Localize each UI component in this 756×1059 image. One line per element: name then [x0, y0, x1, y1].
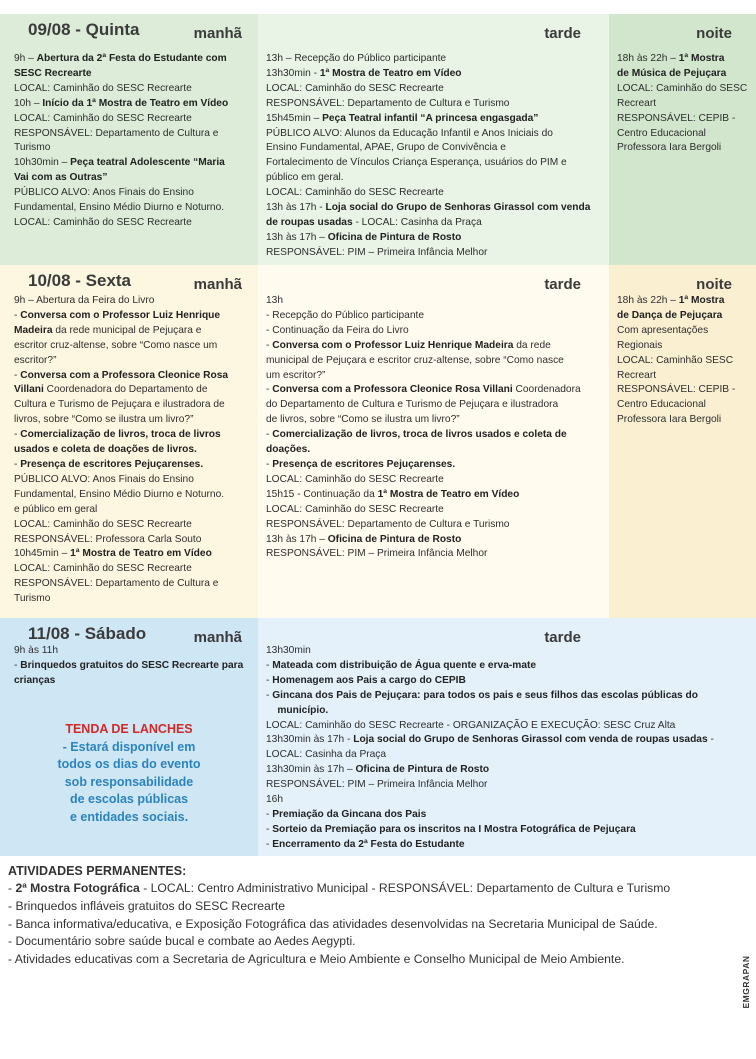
bold-text: Peça Teatral infantil “A princesa engasgada” [322, 112, 539, 124]
bold-text: Villani [14, 384, 44, 396]
schedule-line [266, 127, 603, 142]
period-label-afternoon: tarde [544, 629, 581, 646]
text: da rede [513, 339, 551, 351]
bold-text: de roupas usadas [266, 216, 353, 228]
text: - [266, 458, 273, 470]
permanent-activity-item [8, 880, 748, 898]
permanent-activities-list [8, 880, 748, 969]
schedule-line [617, 324, 752, 339]
schedule-line [14, 52, 252, 67]
schedule-line [266, 689, 750, 704]
text: do Departamento de Cultura e Turismo de Pejuçara e ilustradora [266, 399, 559, 411]
text: LOCAL: Caminhão do SESC Recrearte [14, 518, 192, 530]
schedule-line [14, 577, 252, 592]
snack-tent-line: e entidades sociais. [69, 809, 189, 824]
text: RESPONSÁVEL: CEPIB - [617, 384, 736, 396]
text: livros, sobre “Como se ilustra um livro?” [14, 414, 194, 426]
morning-cell [0, 265, 258, 618]
text: 13h30min [266, 645, 311, 656]
text: 18h às 22h – [617, 295, 679, 306]
schedule-line [266, 838, 750, 853]
bold-text: Oficina de Pintura de Rosto [327, 231, 462, 243]
bold-text: Peça teatral Adolescente “Maria [70, 157, 225, 169]
text: 16h [266, 794, 283, 806]
bold-text: Conversa com o Professor Luiz Henrique Madeira [272, 339, 514, 351]
schedule-line [14, 533, 252, 548]
text: Fortalecimento de Vínculos Criança Esperança, usuários do PIM e [266, 157, 567, 169]
schedule-line [266, 547, 603, 562]
permanent-activity-item [8, 916, 748, 934]
schedule-line [14, 398, 252, 413]
schedule-line [266, 659, 750, 674]
period-label-night: noite [696, 25, 732, 42]
schedule-line [14, 141, 252, 156]
text: Cultura e Turismo de Pejuçara e ilustradora de [14, 399, 225, 411]
schedule-line [266, 518, 603, 533]
schedule-line [617, 97, 752, 112]
text: LOCAL: Caminhão do SESC Recrearte [14, 112, 192, 124]
schedule-line [14, 458, 252, 473]
text: LOCAL: Caminhão do SESC Recrearte [14, 563, 192, 575]
schedule-line [14, 443, 252, 458]
text: - [266, 808, 273, 820]
schedule-line [14, 503, 252, 518]
schedule-line [14, 97, 252, 112]
text: - LOCAL: Casinha da Praça [352, 216, 482, 228]
schedule-line [14, 674, 252, 689]
text: LOCAL: Caminhão SESC [617, 354, 734, 366]
schedule-line [14, 201, 252, 216]
printer-credit [739, 942, 753, 1022]
night-cell [609, 14, 756, 265]
period-label-afternoon: tarde [544, 25, 581, 42]
text: Professora Iara Bergoli [617, 142, 722, 154]
text: Recreart [617, 97, 657, 109]
text: 13h30min - [266, 67, 320, 79]
schedule-line [14, 339, 252, 354]
snack-tent-notice [0, 721, 258, 826]
permanent-activities [8, 862, 748, 969]
schedule-line [14, 82, 252, 97]
text: RESPONSÁVEL: PIM – Primeira Infância Melhor [266, 246, 488, 258]
snack-tent-line: de escolas públicas [69, 792, 189, 806]
text: 15h15 - Continuação da [266, 488, 378, 500]
schedule-line [14, 473, 252, 488]
schedule-line [266, 413, 603, 428]
schedule-line [14, 562, 252, 577]
text: um escritor?” [266, 369, 326, 381]
morning-schedule [14, 52, 252, 231]
permanent-activity-item [8, 951, 748, 969]
bold-text: 1ª Mostra [678, 295, 725, 306]
afternoon-cell [258, 14, 609, 265]
bold-text: Abertura da 2ª Festa do Estudante com [36, 53, 227, 64]
bold-text: Loja social do Grupo de Senhoras Girassol com venda [325, 202, 591, 214]
schedule-line [266, 201, 603, 216]
bold-text: de Música de Pejuçara [617, 67, 727, 79]
text: Coordenadora [512, 384, 581, 396]
schedule-line [617, 127, 752, 142]
schedule-line [14, 592, 252, 607]
text: LOCAL: Caminhão do SESC Recrearte [14, 216, 192, 228]
bold-text: Encerramento da 2ª Festa do Estudante [272, 838, 465, 850]
text: municipal de Pejuçara e escritor cruz-altense, sobre “Como nasce [266, 354, 564, 366]
schedule-line [266, 473, 603, 488]
schedule-line [14, 659, 252, 674]
schedule-line [266, 823, 750, 838]
schedule-line [266, 503, 603, 518]
schedule-line [266, 156, 603, 171]
schedule-line [14, 324, 252, 339]
text: - [14, 458, 21, 470]
text: Fundamental, Ensino Médio Diurno e Noturno. [14, 488, 225, 500]
bold-text: Presença de escritores Pejuçarenses. [272, 458, 456, 470]
schedule-line [617, 354, 752, 369]
text: 13h30min às 17h - [266, 734, 354, 746]
bold-text: 1ª Mostra de Teatro em Vídeo [70, 548, 212, 560]
day-block-sexta [0, 265, 756, 618]
bold-text: Conversa com a Professora Cleonice Rosa Villani [272, 384, 513, 396]
text: PÚBLICO ALVO: Alunos da Educação Infantil e Anos Iniciais do [266, 127, 553, 139]
bold-text: Vai com as Outras” [14, 172, 108, 184]
bold-text: 1ª Mostra de Teatro em Vídeo [319, 67, 462, 79]
schedule-line [266, 52, 603, 67]
text: 13h30min às 17h – [266, 764, 356, 776]
morning-cell [0, 14, 258, 265]
snack-tent-title: TENDA DE LANCHES [65, 722, 193, 736]
bold-text: usados e coleta de doações de livros. [14, 444, 197, 456]
schedule-line [266, 186, 603, 201]
bold-text: Premiação da Gincana dos Pais [272, 808, 427, 820]
text: LOCAL: Caminhão do SESC [617, 82, 748, 94]
text: Centro Educacional [617, 127, 706, 139]
text: 18h às 22h – [617, 53, 679, 64]
schedule-line [266, 383, 603, 398]
text: 9h – Abertura da Feira do Livro [14, 295, 155, 306]
schedule-line [14, 428, 252, 443]
schedule-line [14, 518, 252, 533]
bold-text: Gincana dos Pais de Pejuçara: para todos os pais e seus filhos das escolas públicas do [272, 689, 698, 701]
schedule-line [617, 398, 752, 413]
text: - [266, 384, 273, 396]
schedule-line [617, 309, 752, 324]
schedule-line [14, 369, 252, 384]
text: - Banca informativa/educativa, e Exposição Fotográfica das atividades desenvolvidas na Secretaria Municipal de Saúde. [8, 916, 658, 931]
schedule-line [266, 733, 750, 748]
bold-text: Madeira [14, 324, 53, 336]
text: LOCAL: Caminhão do SESC Recrearte [266, 82, 444, 94]
day-title: 11/08 - Sábado [28, 624, 147, 643]
schedule-line [14, 354, 252, 369]
schedule-line [14, 309, 252, 324]
snack-tent-lines [0, 739, 258, 827]
printer-credit-text: EMGRAPAN [741, 955, 751, 1009]
night-schedule [617, 52, 752, 156]
afternoon-cell [258, 265, 609, 618]
schedule-line [266, 428, 603, 443]
text: da rede municipal de Pejuçara e [52, 324, 202, 336]
permanent-activity-item [8, 933, 748, 951]
schedule-line [617, 339, 752, 354]
bold-text: Homenagem aos Pais a cargo do CEPIB [272, 674, 466, 686]
day-title: 09/08 - Quinta [28, 20, 140, 39]
afternoon-schedule [266, 644, 750, 853]
text: Professora Iara Bergoli [617, 414, 722, 426]
schedule-line [617, 67, 752, 82]
schedule-line [266, 398, 603, 413]
schedule-line [14, 383, 252, 398]
schedule-line [14, 547, 252, 562]
schedule-line [266, 82, 603, 97]
snack-tent-line: sob responsabilidade [64, 774, 194, 789]
text: 9h – [14, 53, 37, 64]
text: Ensino Fundamental, APAE, Grupo de Convivência e [266, 142, 506, 154]
schedule-line [617, 141, 752, 156]
text: Com apresentações [617, 324, 709, 336]
text: 9h às 11h [14, 645, 58, 656]
schedule-line [14, 488, 252, 503]
schedule-line [14, 216, 252, 231]
schedule-line [266, 763, 750, 778]
text: 13h às 17h – [266, 231, 328, 243]
text: 13h [266, 295, 283, 306]
schedule-line [617, 52, 752, 67]
text: - [266, 339, 273, 351]
text: 10h30min – [14, 157, 71, 169]
bold-text: Oficina de Pintura de Rosto [355, 764, 490, 776]
schedule-line [14, 67, 252, 82]
bold-text: Brinquedos gratuitos do SESC Recrearte para [20, 659, 244, 671]
text: - Brinquedos infláveis gratuitos do SESC Recrearte [8, 898, 286, 913]
schedule-line [266, 808, 750, 823]
text: Centro Educacional [617, 399, 706, 411]
text: de livros, sobre “Como se ilustra um livro?” [266, 414, 460, 426]
bold-text: doações. [266, 444, 311, 456]
text: escritor?” [14, 354, 57, 366]
day-title: 10/08 - Sexta [28, 271, 132, 290]
text: 13h às 17h - [266, 202, 326, 214]
text: escritor cruz-altense, sobre “Como nasce um [14, 339, 218, 351]
schedule-line [266, 704, 750, 719]
schedule-line [617, 112, 752, 127]
text: Recreart [617, 369, 657, 381]
schedule-line [266, 112, 603, 127]
text: LOCAL: Caminhão do SESC Recrearte [266, 473, 444, 485]
period-label-night: noite [696, 276, 732, 293]
period-label-morning: manhã [193, 276, 242, 293]
schedule-line [14, 112, 252, 127]
schedule-line [266, 309, 603, 324]
bold-text: 1ª Mostra [678, 53, 725, 64]
schedule-line [617, 383, 752, 398]
text: - [266, 659, 273, 671]
morning-schedule [14, 294, 252, 607]
text: 13h – Recepção do Público participante [266, 53, 447, 64]
text: LOCAL: Caminhão do SESC Recrearte - ORGANIZAÇÃO E EXECUÇÃO: SESC Cruz Alta [266, 719, 676, 731]
text: 13h às 17h – [266, 533, 328, 545]
bold-text: 2ª Mostra Fotográfica [15, 881, 140, 895]
text: - [266, 674, 273, 686]
text: - Recepção do Público participante [266, 309, 425, 321]
text: 15h45min – [266, 112, 323, 124]
day-block-sabado [0, 618, 756, 856]
schedule-line [266, 324, 603, 339]
schedule-line [266, 354, 603, 369]
schedule-line [266, 339, 603, 354]
text: - [707, 734, 714, 746]
bold-text: Presença de escritores Pejuçarenses. [20, 458, 204, 470]
text: - [266, 689, 273, 701]
schedule-line [14, 156, 252, 171]
text: - [14, 659, 21, 671]
schedule-line [266, 67, 603, 82]
period-label-morning: manhã [193, 25, 242, 42]
text: - [14, 429, 21, 441]
text: RESPONSÁVEL: PIM – Primeira Infância Melhor [266, 548, 488, 560]
bold-text: Conversa com a Professora Cleonice Rosa [20, 369, 229, 381]
period-label-morning: manhã [193, 629, 242, 646]
permanent-activity-item [8, 898, 748, 916]
text: - [266, 823, 273, 835]
text: - [266, 429, 273, 441]
schedule-line [266, 216, 603, 231]
snack-tent-line: - Estará disponível em [62, 739, 196, 754]
text: PÚBLICO ALVO: Anos Finais do Ensino [14, 473, 194, 485]
schedule-line [266, 141, 603, 156]
text: - LOCAL: Centro Administrativo Municipal - RESPONSÁVEL: Departamento de Cultura e Turismo [139, 881, 671, 895]
text: RESPONSÁVEL: CEPIB - [617, 112, 736, 124]
schedule-line [617, 82, 752, 97]
text: LOCAL: Casinha da Praça [266, 749, 387, 761]
permanent-activities-title: ATIVIDADES PERMANENTES: [8, 864, 187, 878]
afternoon-cell [258, 618, 756, 856]
schedule-line [266, 171, 603, 186]
schedule-line [14, 127, 252, 142]
bold-text: município. [266, 704, 329, 716]
text: RESPONSÁVEL: Departamento de Cultura e [14, 578, 219, 590]
text: - Continuação da Feira do Livro [266, 324, 409, 336]
night-schedule [617, 294, 752, 428]
schedule-line [617, 369, 752, 384]
schedule-line [266, 369, 603, 384]
bold-text: Comercialização de livros, troca de livros [20, 429, 221, 441]
text: público em geral. [266, 172, 344, 184]
bold-text: Loja social do Grupo de Senhoras Girassol com venda de roupas usadas [353, 734, 708, 746]
afternoon-schedule [266, 52, 603, 261]
afternoon-schedule [266, 294, 603, 562]
schedule-line [266, 443, 603, 458]
schedule-line [266, 778, 750, 793]
bold-text: Comercialização de livros, troca de livros usados e coleta de [272, 429, 567, 441]
text: RESPONSÁVEL: Departamento de Cultura e Turismo [266, 518, 510, 530]
schedule-line [266, 488, 603, 503]
schedule-line [266, 793, 750, 808]
bold-text: Sorteio da Premiação para os inscritos na I Mostra Fotográfica de Pejuçara [272, 823, 636, 835]
schedule-line [266, 231, 603, 246]
text: 10h45min – [14, 548, 71, 560]
bold-text: Início da 1ª Mostra de Teatro em Vídeo [42, 97, 229, 109]
schedule-line [14, 413, 252, 428]
snack-tent-line: todos os dias do evento [57, 757, 201, 771]
text: - [14, 309, 21, 321]
night-cell [609, 265, 756, 618]
schedule-line [266, 719, 750, 734]
schedule-line [14, 186, 252, 201]
period-label-afternoon: tarde [544, 276, 581, 293]
text: Turismo [14, 593, 51, 605]
text: - Documentário sobre saúde bucal e combate ao Aedes Aegypti. [8, 934, 356, 949]
text: RESPONSÁVEL: Departamento de Cultura e [14, 127, 219, 139]
morning-cell [0, 618, 258, 856]
text: Regionais [617, 339, 663, 351]
text: - [266, 838, 273, 850]
bold-text: 1ª Mostra de Teatro em Vídeo [377, 488, 520, 500]
schedule-line [14, 171, 252, 186]
text: - [14, 369, 21, 381]
text: - [8, 881, 16, 895]
text: PÚBLICO ALVO: Anos Finais do Ensino [14, 187, 194, 199]
text: RESPONSÁVEL: Professora Carla Souto [14, 533, 202, 545]
schedule-line [266, 246, 603, 261]
text: Coordenadora do Departamento de [43, 384, 208, 396]
text: e público em geral [14, 503, 98, 515]
bold-text: Conversa com o Professor Luiz Henrique [20, 309, 221, 321]
bold-text: crianças [14, 674, 56, 686]
bold-text: Oficina de Pintura de Rosto [327, 533, 462, 545]
schedule-line [266, 458, 603, 473]
text: Turismo [14, 142, 51, 154]
text: LOCAL: Caminhão do SESC Recrearte [266, 187, 444, 199]
schedule-line [266, 748, 750, 763]
text: LOCAL: Caminhão do SESC Recrearte [14, 82, 192, 94]
text: - Atividades educativas com a Secretaria de Agricultura e Meio Ambiente e Conselho Municipal de Meio Ambiente. [8, 952, 625, 967]
text: RESPONSÁVEL: Departamento de Cultura e Turismo [266, 97, 510, 109]
text: LOCAL: Caminhão do SESC Recrearte [266, 503, 444, 515]
day-block-quinta [0, 14, 756, 265]
schedule-line [617, 413, 752, 428]
text: 10h – [14, 97, 43, 109]
schedule-line [266, 674, 750, 689]
text: RESPONSÁVEL: PIM – Primeira Infância Melhor [266, 779, 488, 791]
bold-text: SESC Recrearte [14, 67, 92, 79]
bold-text: Mateada com distribuição de Água quente e erva-mate [272, 659, 537, 671]
text: Fundamental, Ensino Médio Diurno e Noturno. [14, 202, 225, 214]
schedule-line [266, 533, 603, 548]
bold-text: de Dança de Pejuçara [617, 309, 723, 321]
schedule-line [266, 97, 603, 112]
